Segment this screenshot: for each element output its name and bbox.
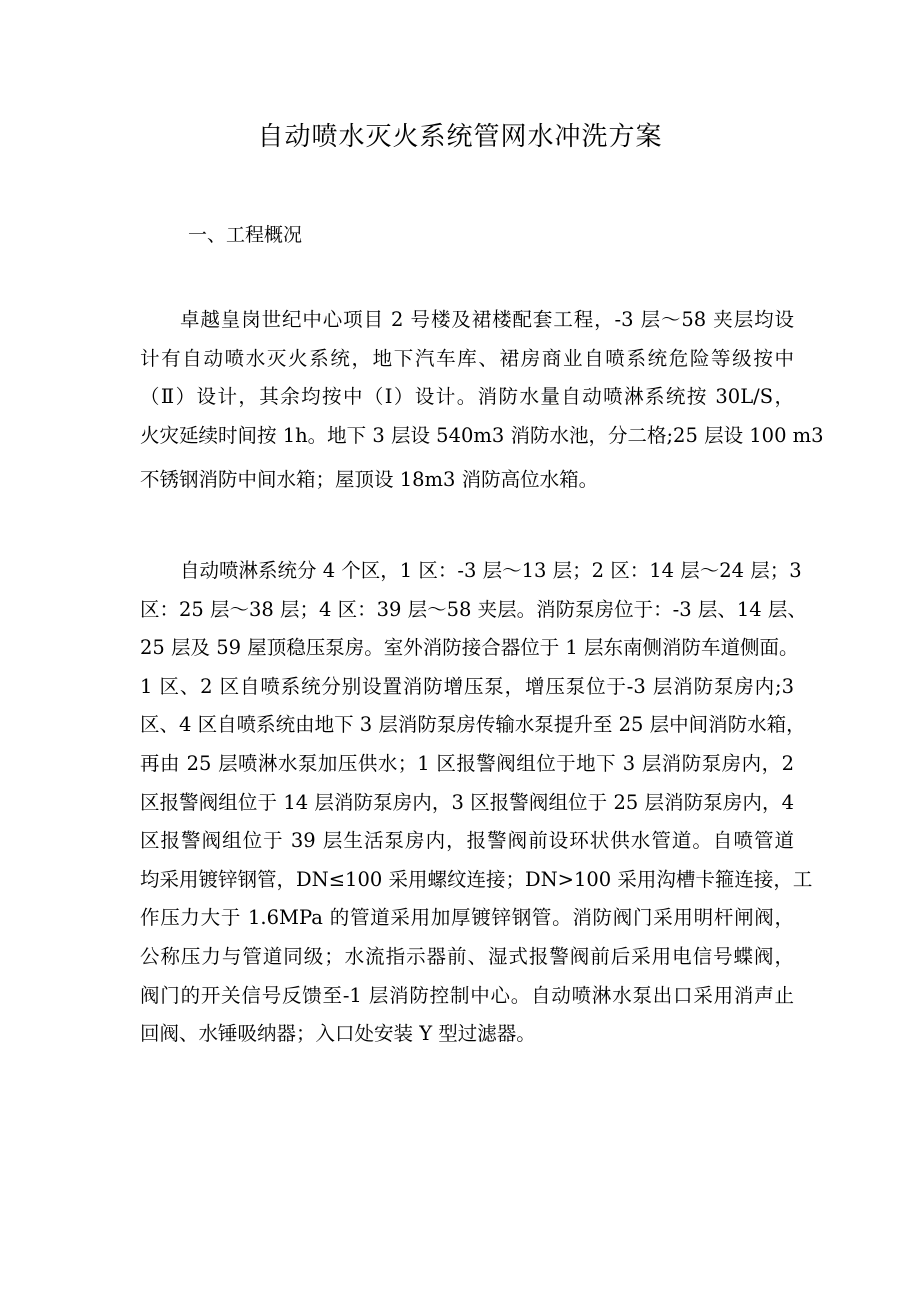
text-line: 区报警阀组位于 14 层消防泵房内，3 区报警阀组位于 25 层消防泵房内，4	[140, 790, 794, 814]
text-line: 25 层及 59 屋顶稳压泵房。室外消防接合器位于 1 层东南侧消防车道侧面。	[140, 636, 799, 660]
text-line: 卓越皇岗世纪中心项目 2 号楼及裙楼配套工程，-3 层～58 夹层均设	[180, 308, 794, 331]
text-line: 公称压力与管道同级；水流指示器前、湿式报警阀前后采用电信号蝶阀，	[140, 944, 794, 968]
section-heading: 一、工程概况	[188, 224, 303, 246]
text-line: 均采用镀锌钢管，DN≤100 采用螺纹连接；DN>100 采用沟槽卡箍连接，工	[140, 867, 813, 891]
text-line: （Ⅱ）设计，其余均按中（Ⅰ）设计。消防水量自动喷淋系统按 30L/S，	[140, 385, 794, 409]
text-line: 火灾延续时间按 1h。地下 3 层设 540m3 消防水池，分二格;25 层设 100 m3	[140, 423, 824, 447]
text-line: 作压力大于 1.6MPa 的管道采用加厚镀锌钢管。消防阀门采用明杆闸阀，	[140, 906, 794, 930]
paragraph-2	[140, 552, 813, 1054]
text-line: 回阀、水锤吸纳器；入口处安装 Y 型过滤器。	[140, 1022, 536, 1046]
text-line: 不锈钢消防中间水箱；屋顶设 18m3 消防高位水箱。	[140, 468, 599, 492]
text-line: 区：25 层～38 层；4 区：39 层～58 夹层。消防泵房位于：-3 层、14 层、	[140, 597, 807, 621]
document-title: 自动喷水灭火系统管网水冲洗方案	[257, 122, 663, 152]
text-line: 区、4 区自喷系统由地下 3 层消防泵房传输水泵提升至 25 层中间消防水箱，	[140, 713, 806, 737]
text-line: 1 区、2 区自喷系统分别设置消防增压泵，增压泵位于-3 层消防泵房内;3	[140, 674, 794, 698]
paragraph-1	[140, 301, 824, 500]
text-line: 自动喷淋系统分 4 个区，1 区：-3 层～13 层；2 区：14 层～24 层；3	[180, 559, 802, 582]
text-line: 计有自动喷水灭火系统，地下汽车库、裙房商业自喷系统危险等级按中	[140, 346, 794, 370]
text-line: 阀门的开关信号反馈至-1 层消防控制中心。自动喷淋水泵出口采用消声止	[140, 983, 794, 1007]
text-line: 区报警阀组位于 39 层生活泵房内，报警阀前设环状供水管道。自喷管道	[140, 829, 794, 853]
text-line: 再由 25 层喷淋水泵加压供水；1 区报警阀组位于地下 3 层消防泵房内，2	[140, 751, 794, 775]
